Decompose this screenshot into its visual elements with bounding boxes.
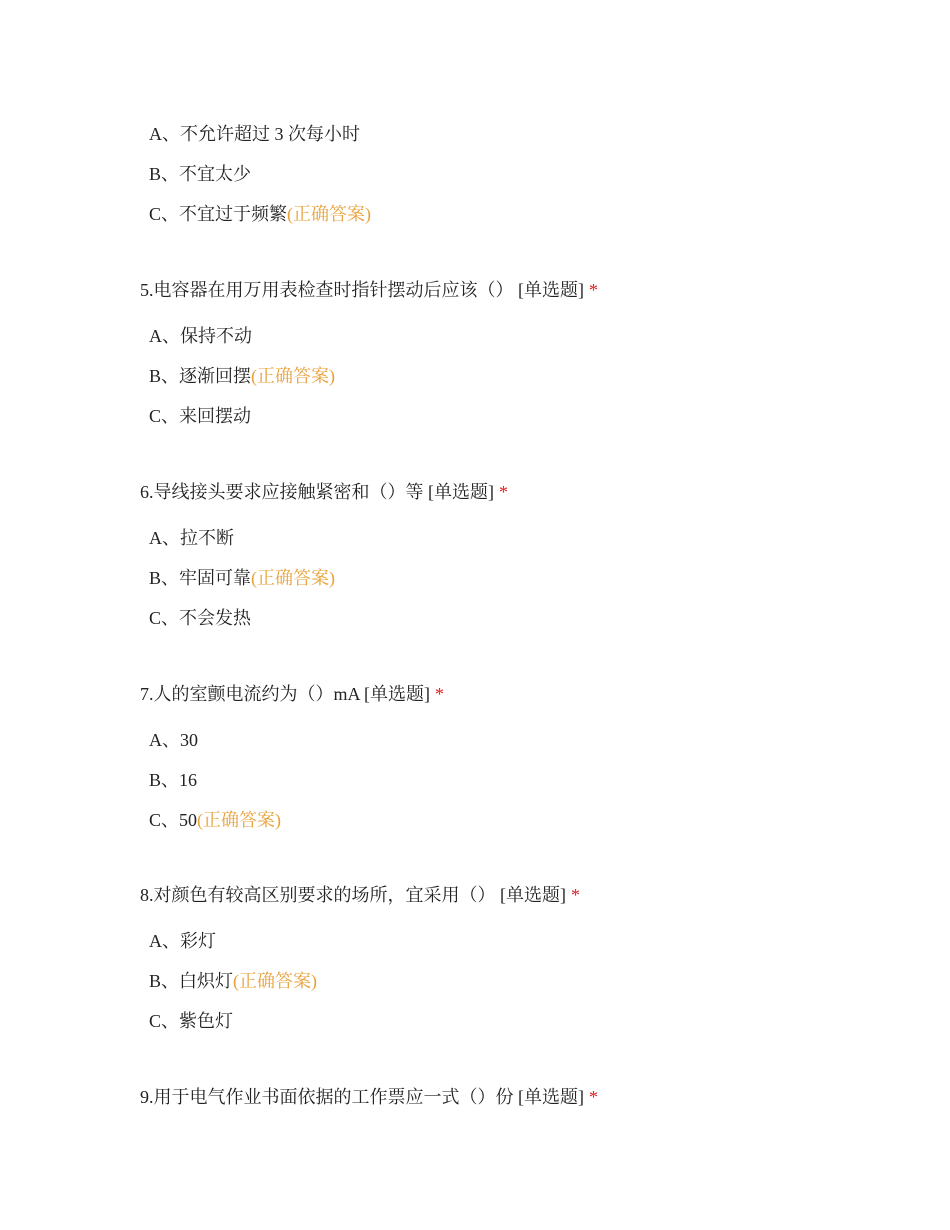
- option-text: C、50: [149, 810, 198, 830]
- question-text: 8.对颜色有较高区别要求的场所，宜采用（） [单选题]: [140, 885, 566, 905]
- correct-answer-tag: (正确答案): [287, 204, 372, 224]
- question-5: [140, 278, 900, 428]
- required-mark: *: [435, 684, 444, 704]
- option-a: [149, 526, 909, 550]
- option-text: A、30: [149, 730, 198, 750]
- question-title: [140, 883, 900, 907]
- option-a: [149, 324, 909, 348]
- option-text: C、紫色灯: [149, 1011, 234, 1031]
- option-text: A、保持不动: [149, 326, 252, 346]
- option-b: [149, 364, 909, 388]
- correct-answer-tag: (正确答案): [197, 810, 282, 830]
- correct-answer-tag: (正确答案): [251, 366, 336, 386]
- question-9: [140, 1085, 900, 1109]
- option-b: [149, 162, 909, 186]
- question-text: 6.导线接头要求应接触紧密和（）等 [单选题]: [140, 482, 494, 502]
- option-c: [149, 1009, 909, 1033]
- question-text: 7.人的室颤电流约为（）mA [单选题]: [140, 684, 430, 704]
- option-a: [149, 122, 909, 146]
- option-text: B、牢固可靠: [149, 568, 252, 588]
- question-title: [140, 278, 900, 302]
- question-text: 5.电容器在用万用表检查时指针摆动后应该（） [单选题]: [140, 280, 584, 300]
- option-c: [149, 606, 909, 630]
- option-text: B、逐渐回摆: [149, 366, 252, 386]
- required-mark: *: [499, 482, 508, 502]
- correct-answer-tag: (正确答案): [251, 568, 336, 588]
- question-4-options: [140, 122, 900, 226]
- question-title: [140, 480, 900, 504]
- required-mark: *: [589, 1087, 598, 1107]
- option-text: C、不宜过于频繁: [149, 204, 288, 224]
- option-text: C、来回摆动: [149, 406, 252, 426]
- question-6: [140, 480, 900, 630]
- question-text: 9.用于电气作业书面依据的工作票应一式（）份 [单选题]: [140, 1087, 584, 1107]
- option-text: A、拉不断: [149, 528, 234, 548]
- required-mark: *: [589, 280, 598, 300]
- option-b: [149, 969, 909, 993]
- option-text: B、不宜太少: [149, 164, 252, 184]
- question-8: [140, 883, 900, 1033]
- question-title: [140, 1085, 900, 1109]
- question-title: [140, 682, 900, 706]
- option-text: B、白炽灯: [149, 971, 234, 991]
- option-b: [149, 566, 909, 590]
- option-a: [149, 929, 909, 953]
- required-mark: *: [571, 885, 580, 905]
- option-c: [149, 202, 909, 226]
- option-a: [149, 728, 909, 752]
- option-text: A、彩灯: [149, 931, 216, 951]
- option-text: C、不会发热: [149, 608, 252, 628]
- option-text: A、不允许超过 3 次每小时: [149, 124, 360, 144]
- option-c: [149, 404, 909, 428]
- option-text: B、16: [149, 770, 198, 790]
- option-b: [149, 768, 909, 792]
- option-c: [149, 808, 909, 832]
- question-7: [140, 682, 900, 832]
- correct-answer-tag: (正确答案): [233, 971, 318, 991]
